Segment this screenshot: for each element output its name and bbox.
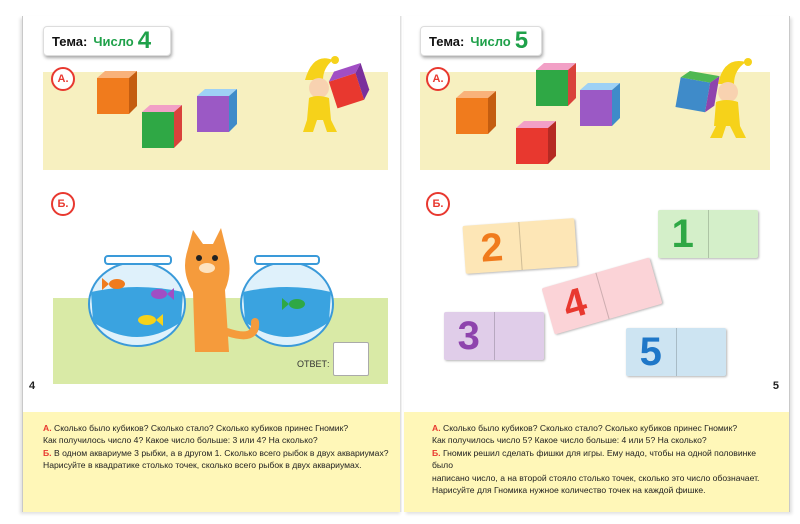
theme-header [420,26,542,56]
domino-dots-half[interactable] [494,312,545,360]
task-b-marker: Б. [51,192,75,216]
instruction-a-marker: А. [43,423,52,433]
domino-5 [626,328,726,376]
theme-number: 5 [514,27,529,54]
cube-green [136,102,186,152]
right-page [404,16,790,512]
theme-topic: Число [470,33,511,49]
instructions-text [43,422,393,472]
cube-purple [574,80,624,130]
task-a-marker: А. [51,67,75,91]
domino-number-half: 2 [479,224,505,271]
domino-4 [542,257,663,334]
domino-number-half: 4 [557,279,592,328]
instruction-b-line2: Нарисуйте в квадратике столько точек, сколько всего рыбок в двух аквариумах. [43,460,362,471]
aquariums-illustration [87,212,337,362]
instruction-b-line2: написано число, а на второй стояло столько точек, сколько это число обозначает. [432,472,760,483]
cube-red [510,118,560,168]
theme-topic: Число [93,33,134,49]
theme-label: Тема: [52,33,88,49]
instruction-a-marker: А. [432,423,441,433]
page-number: 4 [29,380,36,392]
domino-1 [658,210,758,258]
answer-box[interactable] [333,342,369,376]
gnome-illustration [670,56,760,142]
page-number: 5 [772,380,779,392]
task-a-marker: А. [426,67,450,91]
instructions-footer [404,412,789,512]
domino-3 [444,312,544,360]
domino-dots-half[interactable] [708,210,759,258]
domino-number-half: 5 [639,329,662,374]
instruction-b-marker: Б. [432,447,441,458]
cube-green [530,60,580,110]
domino-number-half: 3 [457,313,480,358]
theme-label: Тема: [429,33,465,49]
answer-label: ОТВЕТ: [297,359,330,369]
gnome-illustration [293,50,373,136]
instruction-b-line1: Гномик решил сделать фишки для игры. Ему надо, чтобы на одной половинке было [432,447,757,471]
task-b-marker: Б. [426,192,450,216]
instruction-a-line2: Как получилось число 4? Какое число больше: 3 или 4? На сколько? [43,435,318,446]
instruction-a-line2: Как получилось число 5? Какое число больше: 4 или 5? На сколько? [432,435,707,446]
instructions-footer [23,412,402,512]
instruction-b-line3: Нарисуйте для Гномика нужное количество точек на каждой фишке. [432,485,706,496]
cube-purple [191,86,241,136]
instructions-text [432,422,777,496]
theme-number: 4 [137,27,152,54]
left-page [22,16,402,512]
cube-orange [450,88,500,138]
theme-header [43,26,171,56]
instruction-a-line1: Сколько было кубиков? Сколько стало? Сколько кубиков принес Гномик? [442,423,738,433]
cube-orange [91,68,141,118]
instruction-b-line1: В одном аквариуме 3 рыбки, а в другом 1. Сколько всего рыбок в двух аквариумах? [53,447,389,458]
domino-dots-half[interactable] [676,328,727,376]
domino-number-half: 1 [671,211,694,256]
instruction-b-marker: Б. [43,447,52,458]
domino-2 [462,218,577,274]
instruction-a-line1: Сколько было кубиков? Сколько стало? Сколько кубиков принес Гномик? [53,423,349,433]
domino-dots-half[interactable] [518,218,578,270]
domino-dots-half[interactable] [595,257,663,319]
